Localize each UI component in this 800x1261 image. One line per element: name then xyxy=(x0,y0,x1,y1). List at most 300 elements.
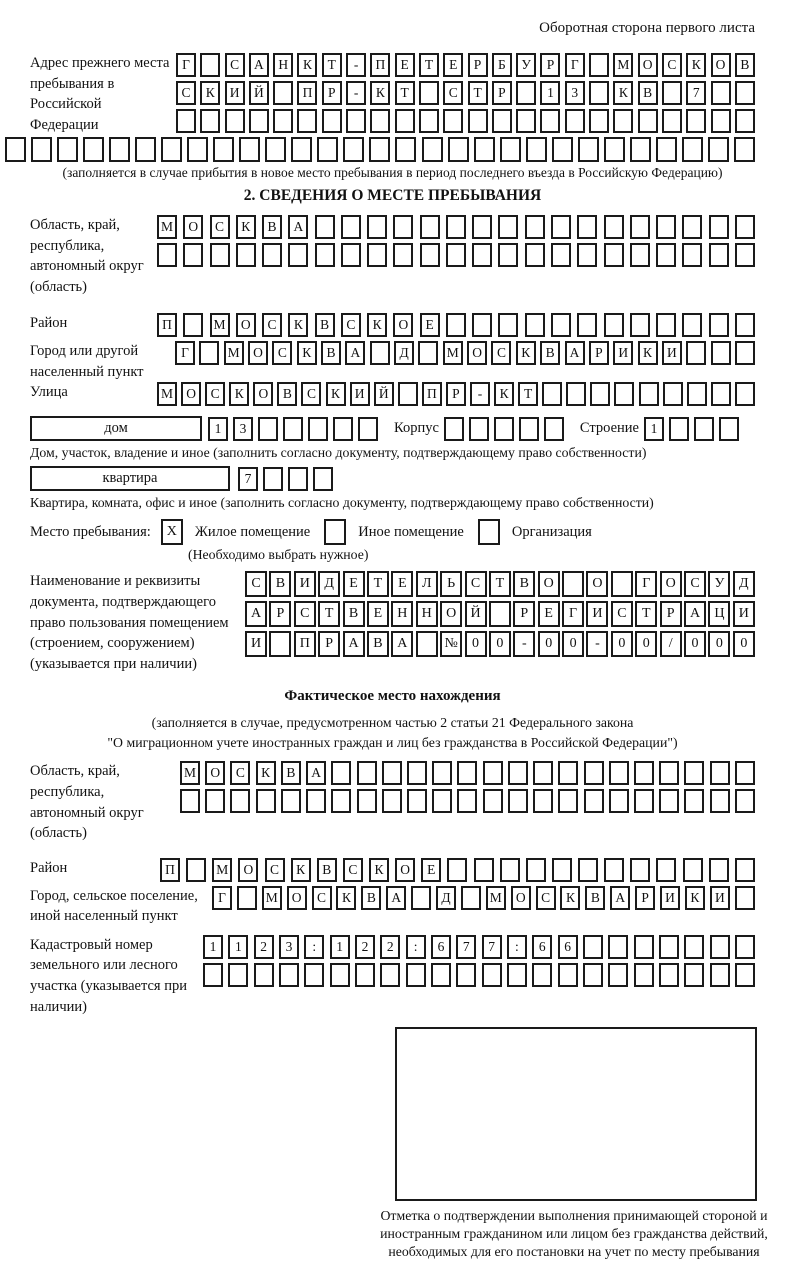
char-box[interactable] xyxy=(283,417,303,441)
char-box[interactable] xyxy=(331,789,351,813)
char-box[interactable] xyxy=(735,886,755,910)
char-box[interactable] xyxy=(662,109,682,133)
char-box[interactable] xyxy=(710,761,730,785)
char-box[interactable]: Т xyxy=(419,53,439,77)
char-box[interactable]: 6 xyxy=(558,935,578,959)
char-box[interactable] xyxy=(609,761,629,785)
char-box[interactable] xyxy=(558,789,578,813)
char-box[interactable] xyxy=(734,137,755,162)
char-box[interactable] xyxy=(420,215,440,239)
char-box[interactable]: 0 xyxy=(635,631,657,657)
char-box[interactable] xyxy=(682,313,702,337)
char-box[interactable] xyxy=(457,761,477,785)
char-box[interactable] xyxy=(669,417,689,441)
char-box[interactable]: 0 xyxy=(684,631,706,657)
char-box[interactable] xyxy=(398,382,418,406)
char-box[interactable] xyxy=(483,761,503,785)
char-box[interactable] xyxy=(254,963,274,987)
char-box[interactable]: Г xyxy=(562,601,584,627)
char-box[interactable] xyxy=(448,137,469,162)
char-box[interactable]: : xyxy=(304,935,324,959)
char-box[interactable]: К xyxy=(638,341,658,365)
char-box[interactable] xyxy=(735,789,755,813)
char-box[interactable]: К xyxy=(560,886,580,910)
char-box[interactable] xyxy=(444,417,464,441)
char-box[interactable] xyxy=(367,243,387,267)
char-box[interactable]: Г xyxy=(212,886,232,910)
char-box[interactable] xyxy=(183,313,203,337)
char-box[interactable]: Е xyxy=(367,601,389,627)
char-box[interactable] xyxy=(489,601,511,627)
char-box[interactable]: 3 xyxy=(279,935,299,959)
char-box[interactable]: Й xyxy=(374,382,394,406)
char-box[interactable] xyxy=(711,81,731,105)
char-box[interactable] xyxy=(317,137,338,162)
char-box[interactable]: Й xyxy=(249,81,269,105)
char-box[interactable] xyxy=(577,215,597,239)
char-box[interactable] xyxy=(341,243,361,267)
char-box[interactable] xyxy=(370,341,390,365)
char-box[interactable]: С xyxy=(265,858,285,882)
char-box[interactable]: Т xyxy=(318,601,340,627)
char-box[interactable] xyxy=(341,215,361,239)
char-box[interactable] xyxy=(630,313,650,337)
char-box[interactable] xyxy=(578,858,598,882)
char-box[interactable]: М xyxy=(212,858,232,882)
char-box[interactable] xyxy=(469,417,489,441)
char-box[interactable] xyxy=(735,935,755,959)
char-box[interactable]: К xyxy=(288,313,308,337)
char-box[interactable] xyxy=(735,761,755,785)
char-box[interactable] xyxy=(589,53,609,77)
char-box[interactable] xyxy=(407,761,427,785)
char-box[interactable] xyxy=(735,81,755,105)
char-box[interactable]: В xyxy=(343,601,365,627)
char-box[interactable]: 7 xyxy=(238,467,258,491)
char-box[interactable] xyxy=(656,243,676,267)
char-box[interactable] xyxy=(634,789,654,813)
char-box[interactable] xyxy=(281,789,301,813)
char-box[interactable] xyxy=(508,789,528,813)
char-box[interactable]: 1 xyxy=(644,417,664,441)
char-box[interactable]: С xyxy=(491,341,511,365)
checkbox-other-premises[interactable] xyxy=(324,519,346,545)
char-box[interactable] xyxy=(589,109,609,133)
char-box[interactable] xyxy=(630,243,650,267)
char-box[interactable] xyxy=(393,215,413,239)
char-box[interactable] xyxy=(498,243,518,267)
char-box[interactable] xyxy=(382,761,402,785)
char-box[interactable] xyxy=(682,243,702,267)
char-box[interactable] xyxy=(262,243,282,267)
char-box[interactable] xyxy=(551,313,571,337)
char-box[interactable] xyxy=(288,243,308,267)
char-box[interactable]: 6 xyxy=(431,935,451,959)
char-box[interactable]: О xyxy=(638,53,658,77)
char-box[interactable]: К xyxy=(685,886,705,910)
char-box[interactable] xyxy=(500,137,521,162)
char-box[interactable] xyxy=(313,467,333,491)
char-box[interactable]: У xyxy=(708,571,730,597)
char-box[interactable]: О xyxy=(183,215,203,239)
char-box[interactable] xyxy=(265,137,286,162)
char-box[interactable] xyxy=(710,789,730,813)
char-box[interactable]: А xyxy=(610,886,630,910)
char-box[interactable] xyxy=(237,886,257,910)
char-box[interactable]: И xyxy=(613,341,633,365)
char-box[interactable]: Т xyxy=(518,382,538,406)
char-box[interactable]: С xyxy=(272,341,292,365)
char-box[interactable] xyxy=(584,761,604,785)
char-box[interactable]: С xyxy=(262,313,282,337)
char-box[interactable] xyxy=(682,137,703,162)
char-box[interactable] xyxy=(710,963,730,987)
char-box[interactable] xyxy=(719,417,739,441)
char-box[interactable]: В xyxy=(361,886,381,910)
char-box[interactable]: 0 xyxy=(611,631,633,657)
char-box[interactable]: О xyxy=(538,571,560,597)
char-box[interactable]: Е xyxy=(538,601,560,627)
char-box[interactable]: Р xyxy=(318,631,340,657)
char-box[interactable] xyxy=(225,109,245,133)
char-box[interactable]: 0 xyxy=(562,631,584,657)
char-box[interactable] xyxy=(558,963,578,987)
char-box[interactable]: Р xyxy=(492,81,512,105)
char-box[interactable] xyxy=(239,137,260,162)
char-box[interactable]: М xyxy=(210,313,230,337)
char-box[interactable] xyxy=(357,789,377,813)
char-box[interactable]: Т xyxy=(489,571,511,597)
char-box[interactable]: Ц xyxy=(708,601,730,627)
char-box[interactable]: Р xyxy=(660,601,682,627)
char-box[interactable]: А xyxy=(306,761,326,785)
char-box[interactable]: П xyxy=(370,53,390,77)
char-box[interactable] xyxy=(552,858,572,882)
char-box[interactable]: С xyxy=(611,601,633,627)
char-box[interactable]: М xyxy=(157,215,177,239)
char-box[interactable] xyxy=(684,963,704,987)
char-box[interactable]: О xyxy=(238,858,258,882)
char-box[interactable] xyxy=(735,313,755,337)
char-box[interactable] xyxy=(472,243,492,267)
char-box[interactable] xyxy=(315,243,335,267)
char-box[interactable]: В xyxy=(262,215,282,239)
char-box[interactable]: 0 xyxy=(538,631,560,657)
checkbox-residential-premises[interactable]: X xyxy=(161,519,183,545)
char-box[interactable] xyxy=(683,858,703,882)
char-box[interactable] xyxy=(735,215,755,239)
char-box[interactable]: О xyxy=(511,886,531,910)
char-box[interactable] xyxy=(333,417,353,441)
char-box[interactable]: 7 xyxy=(456,935,476,959)
char-box[interactable] xyxy=(659,963,679,987)
char-box[interactable]: И xyxy=(586,601,608,627)
char-box[interactable] xyxy=(431,963,451,987)
char-box[interactable]: 3 xyxy=(565,81,585,105)
char-box[interactable] xyxy=(709,243,729,267)
char-box[interactable]: А xyxy=(345,341,365,365)
char-box[interactable]: М xyxy=(157,382,177,406)
char-box[interactable]: Р xyxy=(540,53,560,77)
char-box[interactable] xyxy=(135,137,156,162)
char-box[interactable]: Б xyxy=(492,53,512,77)
char-box[interactable]: - xyxy=(586,631,608,657)
char-box[interactable]: Т xyxy=(635,601,657,627)
char-box[interactable] xyxy=(380,963,400,987)
char-box[interactable] xyxy=(634,963,654,987)
char-box[interactable] xyxy=(482,963,502,987)
char-box[interactable]: В xyxy=(513,571,535,597)
char-box[interactable]: В xyxy=(269,571,291,597)
char-box[interactable]: И xyxy=(710,886,730,910)
char-box[interactable] xyxy=(406,963,426,987)
char-box[interactable] xyxy=(590,382,610,406)
char-box[interactable]: О xyxy=(205,761,225,785)
char-box[interactable] xyxy=(346,109,366,133)
char-box[interactable] xyxy=(308,417,328,441)
char-box[interactable] xyxy=(395,137,416,162)
char-box[interactable] xyxy=(199,341,219,365)
char-box[interactable]: Г xyxy=(565,53,585,77)
char-box[interactable] xyxy=(213,137,234,162)
char-box[interactable] xyxy=(533,789,553,813)
char-box[interactable] xyxy=(432,761,452,785)
char-box[interactable]: С xyxy=(536,886,556,910)
char-box[interactable] xyxy=(630,137,651,162)
char-box[interactable]: О xyxy=(393,313,413,337)
char-box[interactable] xyxy=(684,935,704,959)
char-box[interactable] xyxy=(544,417,564,441)
char-box[interactable]: 1 xyxy=(330,935,350,959)
char-box[interactable]: Е xyxy=(421,858,441,882)
char-box[interactable]: Р xyxy=(446,382,466,406)
char-box[interactable] xyxy=(432,789,452,813)
char-box[interactable] xyxy=(656,215,676,239)
char-box[interactable] xyxy=(525,215,545,239)
char-box[interactable] xyxy=(416,631,438,657)
char-box[interactable] xyxy=(662,81,682,105)
char-box[interactable]: О xyxy=(287,886,307,910)
char-box[interactable] xyxy=(711,382,731,406)
char-box[interactable]: Е xyxy=(395,53,415,77)
char-box[interactable] xyxy=(269,631,291,657)
char-box[interactable]: Н xyxy=(273,53,293,77)
char-box[interactable] xyxy=(279,963,299,987)
char-box[interactable]: П xyxy=(422,382,442,406)
char-box[interactable]: С xyxy=(341,313,361,337)
char-box[interactable]: И xyxy=(733,601,755,627)
char-box[interactable]: В xyxy=(277,382,297,406)
char-box[interactable] xyxy=(498,313,518,337)
char-box[interactable]: 2 xyxy=(380,935,400,959)
char-box[interactable]: О xyxy=(440,601,462,627)
char-box[interactable] xyxy=(230,789,250,813)
char-box[interactable] xyxy=(474,858,494,882)
char-box[interactable]: С xyxy=(245,571,267,597)
char-box[interactable]: 1 xyxy=(203,935,223,959)
char-box[interactable] xyxy=(735,109,755,133)
char-box[interactable]: О xyxy=(395,858,415,882)
char-box[interactable]: С xyxy=(443,81,463,105)
char-box[interactable]: И xyxy=(225,81,245,105)
char-box[interactable] xyxy=(472,215,492,239)
char-box[interactable] xyxy=(516,81,536,105)
char-box[interactable]: А xyxy=(249,53,269,77)
char-box[interactable] xyxy=(369,137,390,162)
char-box[interactable] xyxy=(183,243,203,267)
char-box[interactable] xyxy=(508,761,528,785)
char-box[interactable]: Е xyxy=(443,53,463,77)
char-box[interactable]: Н xyxy=(391,601,413,627)
char-box[interactable] xyxy=(472,313,492,337)
char-box[interactable]: К xyxy=(369,858,389,882)
char-box[interactable] xyxy=(57,137,78,162)
char-box[interactable]: А xyxy=(391,631,413,657)
char-box[interactable]: Л xyxy=(416,571,438,597)
char-box[interactable] xyxy=(558,761,578,785)
char-box[interactable] xyxy=(735,858,755,882)
char-box[interactable]: С xyxy=(225,53,245,77)
char-box[interactable] xyxy=(498,215,518,239)
char-box[interactable] xyxy=(551,243,571,267)
char-box[interactable]: С xyxy=(662,53,682,77)
char-box[interactable] xyxy=(735,963,755,987)
char-box[interactable] xyxy=(630,858,650,882)
char-box[interactable] xyxy=(157,243,177,267)
char-box[interactable]: А xyxy=(288,215,308,239)
char-box[interactable] xyxy=(343,137,364,162)
char-box[interactable]: О xyxy=(586,571,608,597)
char-box[interactable]: К xyxy=(516,341,536,365)
char-box[interactable] xyxy=(322,109,342,133)
char-box[interactable]: Р xyxy=(513,601,535,627)
char-box[interactable] xyxy=(186,858,206,882)
char-box[interactable] xyxy=(236,243,256,267)
char-box[interactable] xyxy=(583,963,603,987)
char-box[interactable]: К xyxy=(370,81,390,105)
char-box[interactable]: О xyxy=(711,53,731,77)
char-box[interactable] xyxy=(457,789,477,813)
char-box[interactable]: Р xyxy=(468,53,488,77)
char-box[interactable]: М xyxy=(486,886,506,910)
char-box[interactable]: № xyxy=(440,631,462,657)
char-box[interactable] xyxy=(682,215,702,239)
char-box[interactable] xyxy=(443,109,463,133)
char-box[interactable]: М xyxy=(613,53,633,77)
char-box[interactable] xyxy=(584,789,604,813)
char-box[interactable]: К xyxy=(297,53,317,77)
char-box[interactable]: О xyxy=(253,382,273,406)
char-box[interactable] xyxy=(315,215,335,239)
char-box[interactable]: 3 xyxy=(233,417,253,441)
char-box[interactable] xyxy=(551,215,571,239)
char-box[interactable]: К xyxy=(291,858,311,882)
char-box[interactable] xyxy=(525,313,545,337)
char-box[interactable] xyxy=(273,109,293,133)
char-box[interactable] xyxy=(608,935,628,959)
char-box[interactable] xyxy=(735,243,755,267)
char-box[interactable] xyxy=(589,81,609,105)
char-box[interactable]: Е xyxy=(391,571,413,597)
char-box[interactable] xyxy=(525,243,545,267)
char-box[interactable] xyxy=(614,382,634,406)
char-box[interactable]: К xyxy=(336,886,356,910)
char-box[interactable] xyxy=(200,109,220,133)
char-box[interactable] xyxy=(694,417,714,441)
char-box[interactable] xyxy=(659,761,679,785)
char-box[interactable] xyxy=(205,789,225,813)
char-box[interactable]: И xyxy=(660,886,680,910)
char-box[interactable]: К xyxy=(613,81,633,105)
char-box[interactable] xyxy=(411,886,431,910)
char-box[interactable] xyxy=(273,81,293,105)
char-box[interactable] xyxy=(446,215,466,239)
char-box[interactable] xyxy=(709,858,729,882)
char-box[interactable]: С xyxy=(205,382,225,406)
char-box[interactable] xyxy=(533,761,553,785)
char-box[interactable]: - xyxy=(470,382,490,406)
char-box[interactable]: К xyxy=(326,382,346,406)
char-box[interactable]: С xyxy=(230,761,250,785)
char-box[interactable] xyxy=(565,109,585,133)
char-box[interactable]: О xyxy=(181,382,201,406)
char-box[interactable] xyxy=(708,137,729,162)
char-box[interactable]: О xyxy=(248,341,268,365)
char-box[interactable] xyxy=(656,313,676,337)
char-box[interactable]: И xyxy=(294,571,316,597)
char-box[interactable] xyxy=(456,963,476,987)
char-box[interactable] xyxy=(684,789,704,813)
char-box[interactable]: К xyxy=(686,53,706,77)
char-box[interactable]: - xyxy=(513,631,535,657)
char-box[interactable]: М xyxy=(262,886,282,910)
char-box[interactable]: В xyxy=(281,761,301,785)
char-box[interactable]: А xyxy=(565,341,585,365)
char-box[interactable] xyxy=(709,215,729,239)
char-box[interactable] xyxy=(604,313,624,337)
char-box[interactable] xyxy=(634,935,654,959)
char-box[interactable]: О xyxy=(467,341,487,365)
char-box[interactable] xyxy=(566,382,586,406)
char-box[interactable] xyxy=(447,858,467,882)
char-box[interactable]: С xyxy=(301,382,321,406)
char-box[interactable] xyxy=(461,886,481,910)
char-box[interactable] xyxy=(407,789,427,813)
char-box[interactable] xyxy=(577,313,597,337)
char-box[interactable]: Т xyxy=(395,81,415,105)
char-box[interactable]: Д xyxy=(318,571,340,597)
char-box[interactable] xyxy=(420,243,440,267)
char-box[interactable]: П xyxy=(157,313,177,337)
char-box[interactable] xyxy=(604,243,624,267)
char-box[interactable] xyxy=(735,382,755,406)
char-box[interactable]: С xyxy=(176,81,196,105)
char-box[interactable]: Е xyxy=(343,571,365,597)
char-box[interactable] xyxy=(609,789,629,813)
char-box[interactable] xyxy=(446,313,466,337)
char-box[interactable] xyxy=(422,137,443,162)
char-box[interactable] xyxy=(663,382,683,406)
char-box[interactable] xyxy=(395,109,415,133)
char-box[interactable] xyxy=(330,963,350,987)
char-box[interactable] xyxy=(176,109,196,133)
char-box[interactable] xyxy=(446,243,466,267)
char-box[interactable]: Й xyxy=(465,601,487,627)
char-box[interactable] xyxy=(656,858,676,882)
char-box[interactable] xyxy=(526,137,547,162)
char-box[interactable]: Г xyxy=(176,53,196,77)
char-box[interactable] xyxy=(711,341,731,365)
